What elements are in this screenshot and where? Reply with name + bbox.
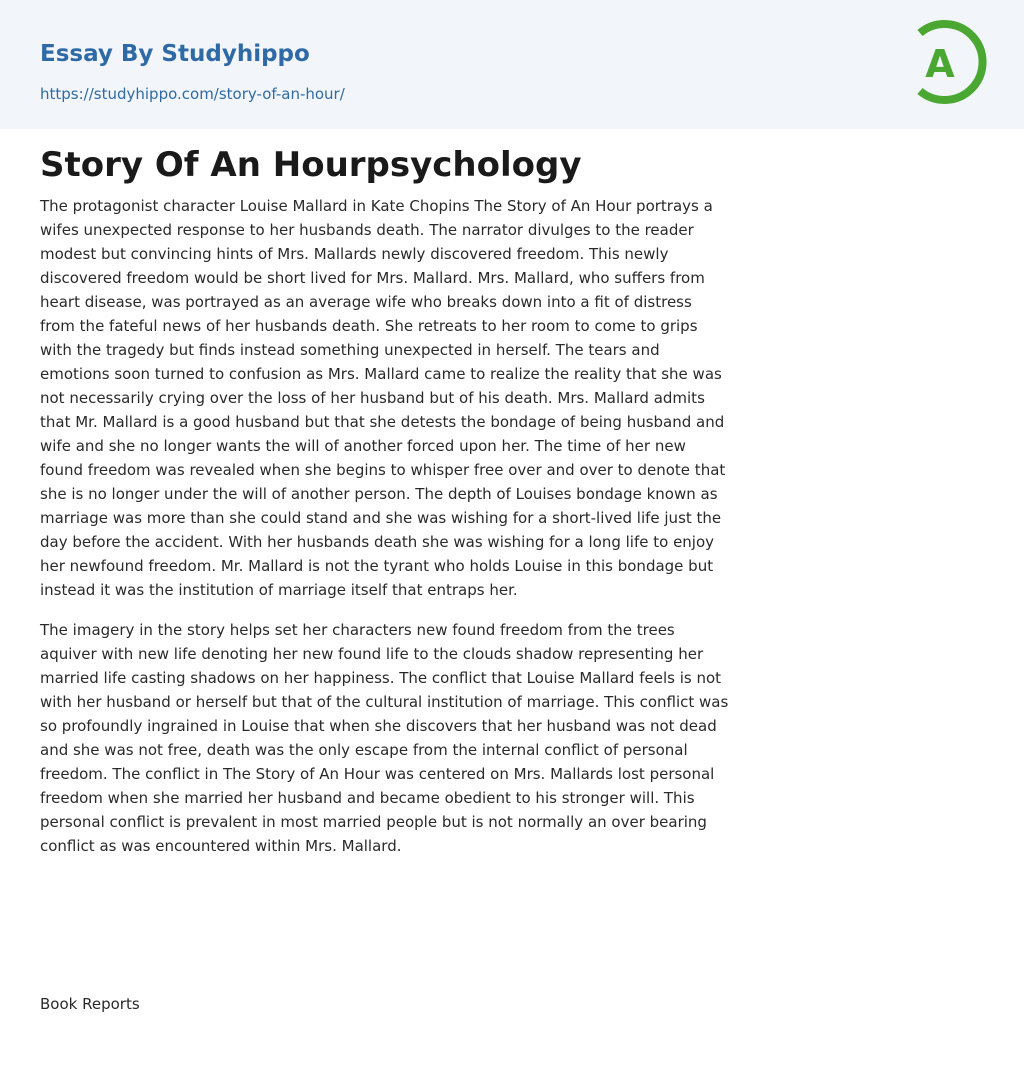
- essay-body: [40, 194, 730, 874]
- site-header: [0, 0, 1024, 129]
- category-label: Book Reports: [40, 995, 140, 1013]
- site-title[interactable]: Essay By Studyhippo: [40, 41, 310, 67]
- logo-ring-icon: [910, 18, 988, 106]
- logo-letter: A: [925, 42, 955, 86]
- studyhippo-logo-icon[interactable]: [910, 18, 988, 106]
- source-url-link[interactable]: https://studyhippo.com/story-of-an-hour/: [40, 85, 345, 103]
- essay-paragraph-1: The protagonist character Louise Mallard in Kate Chopins The Story of An Hour portrays a wifes unexpected response to her husbands death. The narrator divulges to the reader modest but convincing hints of Mrs. Mallards newly discovered freedom. This newly discovered freedom would be short lived for Mrs. Mallard. Mrs. Mallard, who suffers from heart disease, was portrayed as an average wife who breaks down into a fit of distress from the fateful news of her husbands death. She retreats to her room to come to grips with the tragedy but finds instead something unexpected in herself. The tears and emotions soon turned to confusion as Mrs. Mallard came to realize the reality that she was not necessarily crying over the loss of her husband but of his death. Mrs. Mallard admits that Mr. Mallard is a good husband but that she detests the bondage of being husband and wife and she no longer wants the will of another forced upon her. The time of her new found freedom was revealed when she begins to whisper free over and over to denote that she is no longer under the will of another person. The depth of Louises bondage known as marriage was more than she could stand and she was wishing for a short-lived life just the day before the accident. With her husbands death she was wishing for a long life to enjoy her newfound freedom. Mr. Mallard is not the tyrant who holds Louise in this bondage but instead it was the institution of marriage itself that entraps her.: [40, 197, 726, 599]
- essay-paragraph-2: The imagery in the story helps set her characters new found freedom from the trees aquiver with new life denoting her new found life to the clouds shadow representing her married life casting shadows on her happiness. The conflict that Louise Mallard feels is not with her husband or herself but that of the cultural institution of marriage. This conflict was so profoundly ingrained in Louise that when she discovers that her husband was not dead and she was not free, death was the only escape from the internal conflict of personal freedom. The conflict in The Story of An Hour was centered on Mrs. Mallards lost personal freedom when she married her husband and became obedient to his stronger will. This personal conflict is prevalent in most married people but is not normally an over bearing conflict as was encountered within Mrs. Mallard.: [40, 621, 729, 855]
- page-title: Story Of An Hourpsychology: [40, 145, 582, 185]
